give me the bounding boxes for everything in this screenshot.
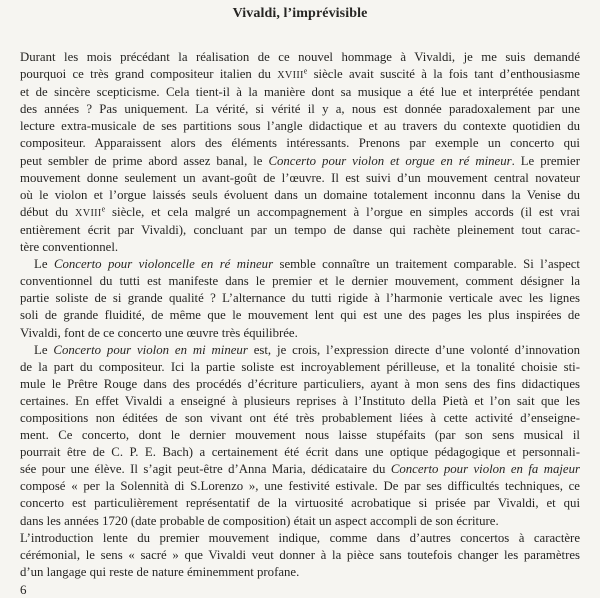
work-title: Concerto pour violon et orgue en ré mineur xyxy=(268,153,512,168)
text-run: partie soliste de si grande qualité ? L’alternance du tutti rigide à l’harmonie verticale avec les lignes xyxy=(20,291,580,306)
text-run: conventionnel du tutti est manifeste dans le premier et le dernier mouvement, comment désigner la xyxy=(20,274,580,289)
text-run: ment. Ce concerto, dont le dernier mouvement nous laisse stupéfaits (par son sens musical il xyxy=(20,428,580,443)
page-title: Vivaldi, l’imprévisible xyxy=(232,6,368,21)
text-run: pourrait être de C. P. E. Bach) a certainement été écrit dans une optique pédagogique et personnali- xyxy=(20,445,580,460)
text-run: entièrement écrit par Vivaldi), concluant par un tempo de danse qui rachète pleinement tout carac- xyxy=(20,222,580,237)
text-run: concerto est particulièrement représentatif de la virtuosité acrobatique si prisée par Vivaldi, et qui xyxy=(20,496,580,511)
text-run: peut sembler de prime abord assez banal, le xyxy=(20,153,269,168)
text-run: Le xyxy=(34,342,54,357)
text-line xyxy=(20,530,580,547)
work-title: Concerto pour violon en fa majeur xyxy=(390,462,580,477)
paragraph-1 xyxy=(20,49,580,256)
text-run: . Le premier xyxy=(511,153,580,168)
text-line xyxy=(20,66,580,84)
text-line xyxy=(20,187,580,204)
text-line xyxy=(20,444,580,461)
text-run: compositeur. Apparaissent alors des éléments intéressants. Prenons par exemple un concerto qui xyxy=(20,136,580,151)
body-text xyxy=(20,49,580,581)
text-run: mule le Prêtre Rouge dans des procédés d’écriture particuliers, ayant à mon sens des fins didactiques xyxy=(20,376,580,391)
text-line xyxy=(20,564,580,581)
text-line xyxy=(20,290,580,307)
century-numeral: XVIII xyxy=(75,207,102,219)
text-line xyxy=(20,222,580,239)
text-run: où le violon et l’orgue laissés seuls évoluent dans un domaine totalement inconnu dans la Venise du xyxy=(20,187,580,202)
text-line xyxy=(20,239,580,256)
text-line xyxy=(20,410,580,427)
text-run: L’introduction lente du premier mouvement indique, comme dans d’autres concertos à caractère xyxy=(20,530,580,545)
paragraph-3 xyxy=(20,342,580,530)
text-line xyxy=(20,101,580,118)
text-line xyxy=(20,513,580,530)
text-line xyxy=(20,359,580,376)
text-line xyxy=(20,393,580,410)
text-line xyxy=(20,256,580,273)
text-run: certaines. En effet Vivaldi a enseigné à plusieurs reprises à l’Instituto della Pietà et l’on sait que les xyxy=(20,393,580,408)
text-run: de la part du compositeur. Ici la partie soliste est incroyablement périlleuse, et la tonalité choisie sti- xyxy=(20,359,580,374)
text-line xyxy=(20,49,580,66)
work-title: Concerto pour violon en mi mineur xyxy=(53,342,248,357)
paragraph-2 xyxy=(20,256,580,341)
text-run: lecture extra-musicale de ses partitions sous l’angle didactique et au travers du contexte quotidien du xyxy=(20,119,580,134)
text-run: soli de grande fluidité, de même que le mouvement lent qui est une des pages les plus inspirées de xyxy=(20,308,580,323)
text-run: siècle avait suscité à la fois tant d’enthousiasme xyxy=(307,67,580,82)
text-line xyxy=(20,478,580,495)
work-title: Concerto pour violoncelle en ré mineur xyxy=(53,257,274,272)
text-run: Vivaldi, font de ce concerto une œuvre très équilibrée. xyxy=(20,325,298,340)
text-line xyxy=(20,376,580,393)
text-run: début du xyxy=(20,204,76,219)
text-run: siècle, et cela malgré un accompagnement à l’orgue en simples accords (il est vrai xyxy=(105,204,580,219)
text-line xyxy=(20,461,580,478)
text-line xyxy=(20,342,580,359)
text-line xyxy=(20,325,580,342)
text-line xyxy=(20,135,580,152)
superscript-e: e xyxy=(101,204,106,214)
page-number: 6 xyxy=(20,582,27,597)
text-line xyxy=(20,273,580,290)
text-line xyxy=(20,495,580,512)
text-line xyxy=(20,547,580,564)
text-run: est, je crois, l’expression directe d’une volonté d’innovation xyxy=(247,342,580,357)
text-run: composé « per la Solennità di S.Lorenzo », une festivité estivale. De par ses difficultés techniques, ce xyxy=(20,479,580,494)
text-line xyxy=(20,170,580,187)
text-line xyxy=(20,153,580,170)
text-run: dans les années 1720 (date probable de composition) était un aspect accompli de son écriture. xyxy=(20,513,499,528)
superscript-e: e xyxy=(303,66,308,76)
paragraph-4 xyxy=(20,530,580,581)
text-run: semble connaître un traitement comparable. Si l’aspect xyxy=(273,257,580,272)
text-line xyxy=(20,84,580,101)
text-line xyxy=(20,204,580,222)
text-run: sée pour une élève. Il s’agit peut-être d’Anna Maria, dédicataire du xyxy=(20,462,391,477)
century-numeral: XVIII xyxy=(277,70,304,82)
text-run: d’un langage qui reste de nature éminemment profane. xyxy=(20,564,300,579)
text-run: Durant les mois précédant la réalisation de ce nouvel hommage à Vivaldi, je me suis demandé xyxy=(20,50,580,64)
text-run: pourquoi ce très grand compositeur italien du xyxy=(20,67,278,82)
text-line xyxy=(20,307,580,324)
text-run: Le xyxy=(34,257,54,272)
text-run: compositions non éditées de son vivant ont été très probablement liées à cette activité d’enseigne- xyxy=(20,410,580,425)
text-line xyxy=(20,118,580,135)
text-run: tère conventionnel. xyxy=(20,240,119,255)
text-run: cérémonial, le sens « sacré » que Vivaldi veut donner à la pièce sans toutefois changer les paramètres xyxy=(20,547,580,562)
text-line xyxy=(20,427,580,444)
text-run: et de sincère scepticisme. Cela tient-il à la manière dont sa musique a été lue et interprétée pendant xyxy=(20,85,580,100)
text-run: des années ? Pas uniquement. La vérité, si vérité il y a, nous est donnée paradoxalement par une xyxy=(20,102,580,117)
text-run: mouvement donne seulement un avant-goût de l’œuvre. Il est suivi d’un mouvement central novateur xyxy=(20,170,580,185)
